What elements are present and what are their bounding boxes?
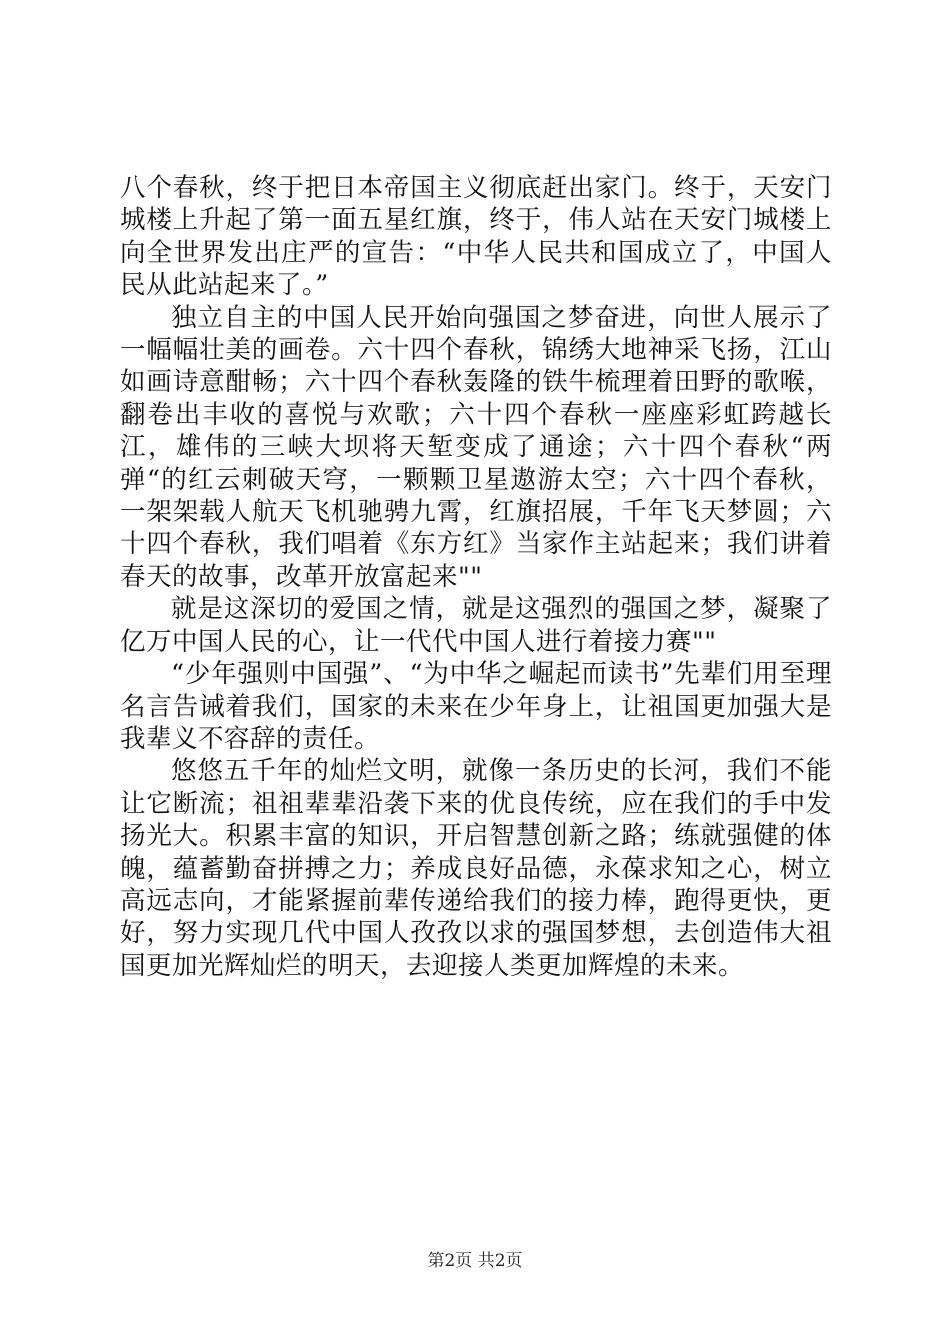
paragraph-5: 悠悠五千年的灿烂文明，就像一条历史的长河，我们不能让它断流；祖祖辈辈沿袭下来的优良传统，应在我们的手中发扬光大。积累丰富的知识，开启智慧创新之路；练就强健的体魄，蕴蓄勤奋拼搏之力；养成良好品德，永葆求知之心，树立高远志向，才能紧握前辈传递给我们的接力棒，跑得更快，更好，努力实现几代中国人孜孜以求的强国梦想，去创造伟大祖国更加光辉灿烂的明天，去迎接人类更加辉煌的未来。 — [120, 756, 832, 981]
paragraph-3: 就是这深切的爱国之情，就是这强烈的强国之梦，凝聚了亿万中国人民的心，让一代代中国人进行着接力赛"" — [120, 594, 832, 657]
paragraph-1: 八个春秋，终于把日本帝国主义彻底赶出家门。终于，天安门城楼上升起了第一面五星红旗，终于，伟人站在天安门城楼上向全世界发出庄严的宣告：“中华人民共和国成立了，中国人民从此站起来了。” — [120, 173, 832, 301]
page-footer: 第2页 共2页 — [427, 1251, 523, 1271]
paragraph-2: 独立自主的中国人民开始向强国之梦奋进，向世人展示了一幅幅壮美的画卷。六十四个春秋，锦绣大地神采飞扬，江山如画诗意酣畅；六十四个春秋轰隆的铁牛梳理着田野的歌喉，翻卷出丰收的喜悦与欢歌；六十四个春秋一座座彩虹跨越长江，雄伟的三峡大坝将天堑变成了通途；六十四个春秋“两弹“的红云刺破天穹，一颗颗卫星遨游太空；六十四个春秋，一架架载人航天飞机驰骋九霄，红旗招展，千年飞天梦圆；六十四个春秋，我们唱着《东方红》当家作主站起来；我们讲着春天的故事，改革开放富起来"" — [120, 302, 832, 592]
document-body — [120, 172, 832, 982]
paragraph-4: “少年强则中国强”、“为中华之崛起而读书”先辈们用至理名言告诫着我们，国家的未来在少年身上，让祖国更加强大是我辈义不容辞的责任。 — [120, 659, 832, 754]
